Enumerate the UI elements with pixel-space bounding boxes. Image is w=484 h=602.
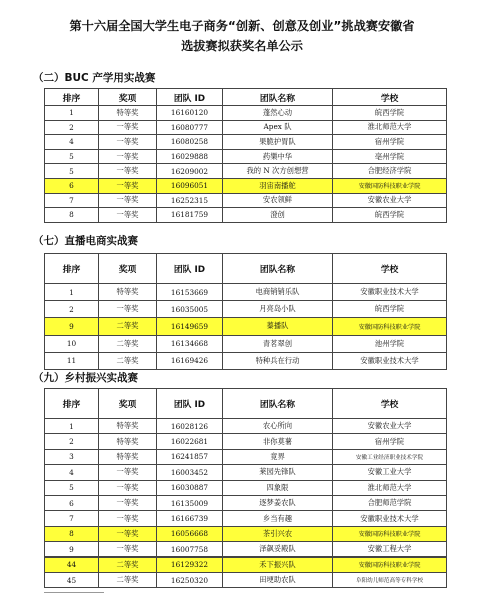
cell-team-name: 四象限 (223, 480, 333, 495)
cell-school: 安徽工业大学 (333, 465, 447, 480)
cell-team-name: 逐梦姜农队 (223, 495, 333, 510)
cell-team-name: 特种兵在行动 (223, 352, 333, 369)
cell-team-name: 药樂中华 (223, 149, 333, 164)
cell-team-id: 16160120 (157, 106, 223, 121)
cell-rank: 9 (45, 542, 99, 557)
cell-school: 安徽国防科技职业学院 (333, 557, 447, 572)
cell-rank: 4 (45, 465, 99, 480)
cell-team-name: 田埂助农队 (223, 572, 333, 587)
cell-team-name: 非你莫薯 (223, 434, 333, 449)
col-header-rank: 排序 (45, 254, 99, 284)
cell-school: 亳州学院 (333, 149, 447, 164)
table-row (45, 193, 447, 208)
section-heading-buc: （二）BUC 产学用实战赛 (33, 72, 156, 84)
cell-team-id: 16209002 (157, 164, 223, 179)
cell-rank: 45 (45, 572, 99, 587)
cell-school: 安徽职业技术大学 (333, 352, 447, 369)
cell-rank: 6 (45, 495, 99, 510)
cell-award: 一等奖 (99, 301, 157, 318)
col-header-award: 奖项 (99, 389, 157, 419)
cell-award: 特等奖 (99, 434, 157, 449)
col-header-team-name: 团队名称 (223, 89, 333, 106)
col-header-team-name: 团队名称 (223, 254, 333, 284)
cell-award: 一等奖 (99, 178, 157, 193)
col-header-award: 奖项 (99, 254, 157, 284)
cell-team-id: 16166739 (157, 511, 223, 526)
cell-award: 二等奖 (99, 352, 157, 369)
cell-award: 二等奖 (99, 557, 157, 572)
section-heading-livestream: （七）直播电商实战赛 (33, 235, 138, 247)
cell-award: 一等奖 (99, 526, 157, 541)
cell-rank: 7 (45, 193, 99, 208)
cell-team-name: 莱园先锋队 (223, 465, 333, 480)
cell-award: 一等奖 (99, 480, 157, 495)
cell-team-id: 16080258 (157, 135, 223, 150)
cell-award: 一等奖 (99, 135, 157, 150)
cell-team-name: 安农领鲜 (223, 193, 333, 208)
cell-team-id: 16241857 (157, 449, 223, 464)
cell-award: 一等奖 (99, 542, 157, 557)
cell-award: 一等奖 (99, 149, 157, 164)
table-row (45, 208, 447, 223)
table-row (45, 335, 447, 352)
cell-team-id: 16129322 (157, 557, 223, 572)
cell-team-id: 16007758 (157, 542, 223, 557)
cell-team-name: 澄创 (223, 208, 333, 223)
cell-rank: 5 (45, 164, 99, 179)
table-row (45, 301, 447, 318)
cell-team-id: 16134668 (157, 335, 223, 352)
col-header-school: 学校 (333, 254, 447, 284)
cell-school: 安徽国防科技职业学院 (333, 178, 447, 193)
table-row (45, 511, 447, 526)
table-buc (44, 88, 447, 223)
col-header-team-id: 团队 ID (157, 89, 223, 106)
col-header-rank: 排序 (45, 389, 99, 419)
cell-team-id: 16096051 (157, 178, 223, 193)
table-livestream (44, 253, 447, 370)
table-row (45, 434, 447, 449)
cell-rank: 1 (45, 284, 99, 301)
cell-rank: 8 (45, 208, 99, 223)
table-row (45, 557, 447, 572)
col-header-team-name: 团队名称 (223, 389, 333, 419)
cell-award: 一等奖 (99, 511, 157, 526)
cell-rank: 5 (45, 480, 99, 495)
table-row (45, 495, 447, 510)
cell-award: 一等奖 (99, 120, 157, 135)
cell-school: 合肥师范学院 (333, 495, 447, 510)
table-row (45, 352, 447, 369)
cell-school: 安徽职业技术大学 (333, 511, 447, 526)
cell-team-id: 16056668 (157, 526, 223, 541)
cell-award: 一等奖 (99, 193, 157, 208)
cell-team-id: 16252315 (157, 193, 223, 208)
cell-rank: 9 (45, 318, 99, 335)
cell-school: 安徽国防科技职业学院 (333, 526, 447, 541)
cell-school: 安徽职业技术大学 (333, 284, 447, 301)
table-row (45, 449, 447, 464)
col-header-award: 奖项 (99, 89, 157, 106)
table-row (45, 178, 447, 193)
cell-award: 二等奖 (99, 318, 157, 335)
cell-school: 宿州学院 (333, 434, 447, 449)
cell-team-name: 青茗翠创 (223, 335, 333, 352)
table-row (45, 164, 447, 179)
cell-rank: 2 (45, 120, 99, 135)
cell-team-name: 果脆护胃队 (223, 135, 333, 150)
cell-award: 特等奖 (99, 284, 157, 301)
cell-school: 宿州学院 (333, 135, 447, 150)
cell-rank: 4 (45, 135, 99, 150)
cell-team-id: 16080777 (157, 120, 223, 135)
cell-team-id: 16022681 (157, 434, 223, 449)
cell-rank: 5 (45, 149, 99, 164)
cell-team-id: 16028126 (157, 419, 223, 434)
cell-team-id: 16035005 (157, 301, 223, 318)
table-row (45, 526, 447, 541)
cell-team-id: 16003452 (157, 465, 223, 480)
cell-award: 一等奖 (99, 208, 157, 223)
table-rural (44, 388, 447, 588)
table-row (45, 284, 447, 301)
cell-rank: 8 (45, 526, 99, 541)
table-row (45, 149, 447, 164)
cell-team-id: 16169426 (157, 352, 223, 369)
table-row (45, 419, 447, 434)
cell-team-name: 月亮岛小队 (223, 301, 333, 318)
col-header-team-id: 团队 ID (157, 254, 223, 284)
col-header-team-id: 团队 ID (157, 389, 223, 419)
cell-team-name: Apex 队 (223, 120, 333, 135)
cell-school: 池州学院 (333, 335, 447, 352)
cell-team-name: 我的 N 次方创想营 (223, 164, 333, 179)
table-row (45, 106, 447, 121)
cell-rank: 3 (45, 449, 99, 464)
cell-team-id: 16149659 (157, 318, 223, 335)
cell-team-name: 乡当有趣 (223, 511, 333, 526)
col-header-school: 学校 (333, 89, 447, 106)
cell-rank: 44 (45, 557, 99, 572)
cell-team-name: 竟界 (223, 449, 333, 464)
cell-school: 安徽农业大学 (333, 193, 447, 208)
cell-team-name: 茶引兴农 (223, 526, 333, 541)
table-row (45, 135, 447, 150)
cell-award: 二等奖 (99, 335, 157, 352)
col-header-school: 学校 (333, 389, 447, 419)
cell-school: 合肥经济学院 (333, 164, 447, 179)
cell-award: 特等奖 (99, 449, 157, 464)
section-heading-rural: （九）乡村振兴实战赛 (33, 372, 138, 384)
cell-team-name: 蓁播队 (223, 318, 333, 335)
cell-team-name: 羽宙南播舵 (223, 178, 333, 193)
cell-rank: 7 (45, 511, 99, 526)
cell-rank: 6 (45, 178, 99, 193)
table-row (45, 480, 447, 495)
cell-school: 淮北师范大学 (333, 120, 447, 135)
cell-team-name: 禾下振兴队 (223, 557, 333, 572)
table-row (45, 572, 447, 587)
page-bottom-rule (44, 592, 104, 599)
cell-award: 特等奖 (99, 106, 157, 121)
cell-team-id: 16030887 (157, 480, 223, 495)
table-row (45, 120, 447, 135)
table-row (45, 465, 447, 480)
cell-rank: 1 (45, 106, 99, 121)
cell-school: 安徽工业经济职业技术学院 (333, 449, 447, 464)
cell-school: 皖西学院 (333, 208, 447, 223)
cell-school: 皖西学院 (333, 301, 447, 318)
cell-school: 皖西学院 (333, 106, 447, 121)
document-title-line-2: 选拔赛拟获奖名单公示 (181, 39, 303, 53)
cell-rank: 10 (45, 335, 99, 352)
table-row (45, 318, 447, 335)
cell-team-name: 农心所向 (223, 419, 333, 434)
cell-school: 阜阳幼儿师范高等专科学校 (333, 572, 447, 587)
cell-rank: 2 (45, 301, 99, 318)
cell-team-id: 16250320 (157, 572, 223, 587)
cell-award: 二等奖 (99, 572, 157, 587)
cell-award: 一等奖 (99, 495, 157, 510)
cell-award: 一等奖 (99, 465, 157, 480)
cell-award: 特等奖 (99, 419, 157, 434)
table-row (45, 542, 447, 557)
cell-team-name: 泽飙妥殿队 (223, 542, 333, 557)
document-title-line-1: 第十六届全国大学生电子商务“创新、创意及创业”挑战赛安徽省 (69, 19, 415, 33)
cell-school: 安徽工程大学 (333, 542, 447, 557)
cell-team-id: 16029888 (157, 149, 223, 164)
cell-team-id: 16135009 (157, 495, 223, 510)
cell-team-name: 电商销销乐队 (223, 284, 333, 301)
cell-school: 安徽农业大学 (333, 419, 447, 434)
cell-rank: 1 (45, 419, 99, 434)
cell-school: 安徽国防科技职业学院 (333, 318, 447, 335)
cell-award: 一等奖 (99, 164, 157, 179)
col-header-rank: 排序 (45, 89, 99, 106)
cell-school: 淮北师范大学 (333, 480, 447, 495)
cell-team-id: 16181759 (157, 208, 223, 223)
cell-rank: 11 (45, 352, 99, 369)
cell-team-id: 16153669 (157, 284, 223, 301)
cell-rank: 2 (45, 434, 99, 449)
cell-team-name: 蓬然心动 (223, 106, 333, 121)
